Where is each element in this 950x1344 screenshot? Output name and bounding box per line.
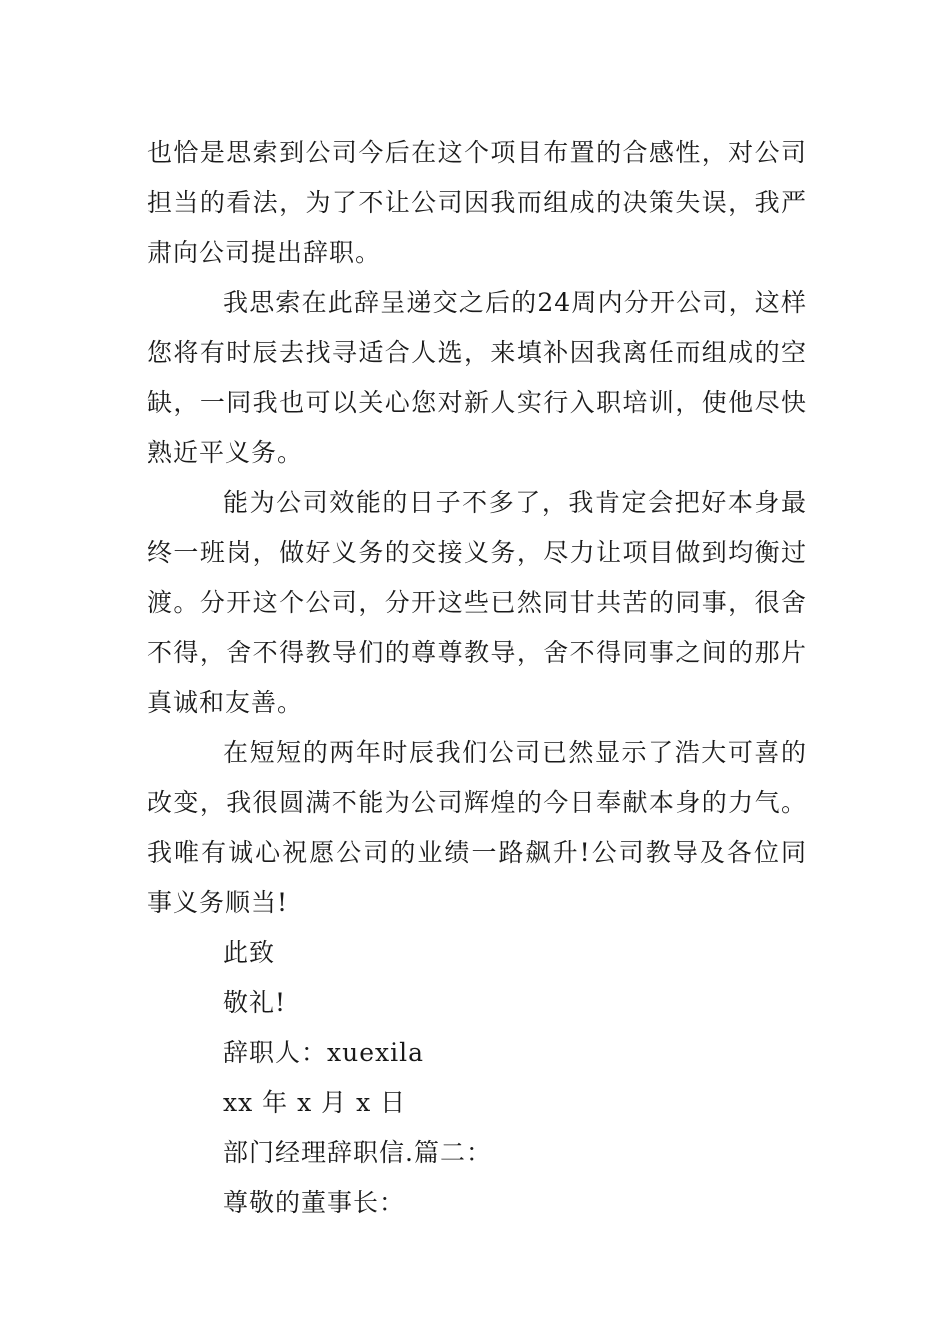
- signer-line: 辞职人：xuexila: [223, 1038, 424, 1067]
- paragraph-wishes: 在短短的两年时辰我们公司已然显示了浩大可喜的改变，我很圆满不能为公司辉煌的今日奉献本身的力气。我唯有诚心祝愿公司的业绩一路飙升!公司教导及各位同事义务顺当!: [147, 738, 807, 917]
- date-line: xx 年 x 月 x 日: [223, 1088, 407, 1117]
- letter-body: [147, 128, 807, 1228]
- closing-salutation: 此致: [223, 938, 276, 967]
- next-letter-greeting: 尊敬的董事长：: [223, 1188, 406, 1217]
- paragraph-handover: 能为公司效能的日子不多了，我肯定会把好本身最终一班岗，做好义务的交接义务，尽力让项目做到均衡过渡。分开这个公司，分开这些已然同甘共苦的同事，很舍不得，舍不得教导们的尊尊教导，舍不得同事之间的那片真诚和友善。: [147, 488, 807, 717]
- next-letter-title: 部门经理辞职信.篇二：: [223, 1138, 492, 1167]
- paragraph-continuation: 也恰是思索到公司今后在这个项目布置的合感性，对公司担当的看法，为了不让公司因我而组成的决策失误，我严肃向公司提出辞职。: [147, 138, 807, 267]
- closing-respect: 敬礼!: [223, 988, 287, 1017]
- paragraph-departure-plan: 我思索在此辞呈递交之后的24周内分开公司，这样您将有时辰去找寻适合人选，来填补因我离任而组成的空缺，一同我也可以关心您对新人实行入职培训，使他尽快熟近平义务。: [147, 288, 807, 467]
